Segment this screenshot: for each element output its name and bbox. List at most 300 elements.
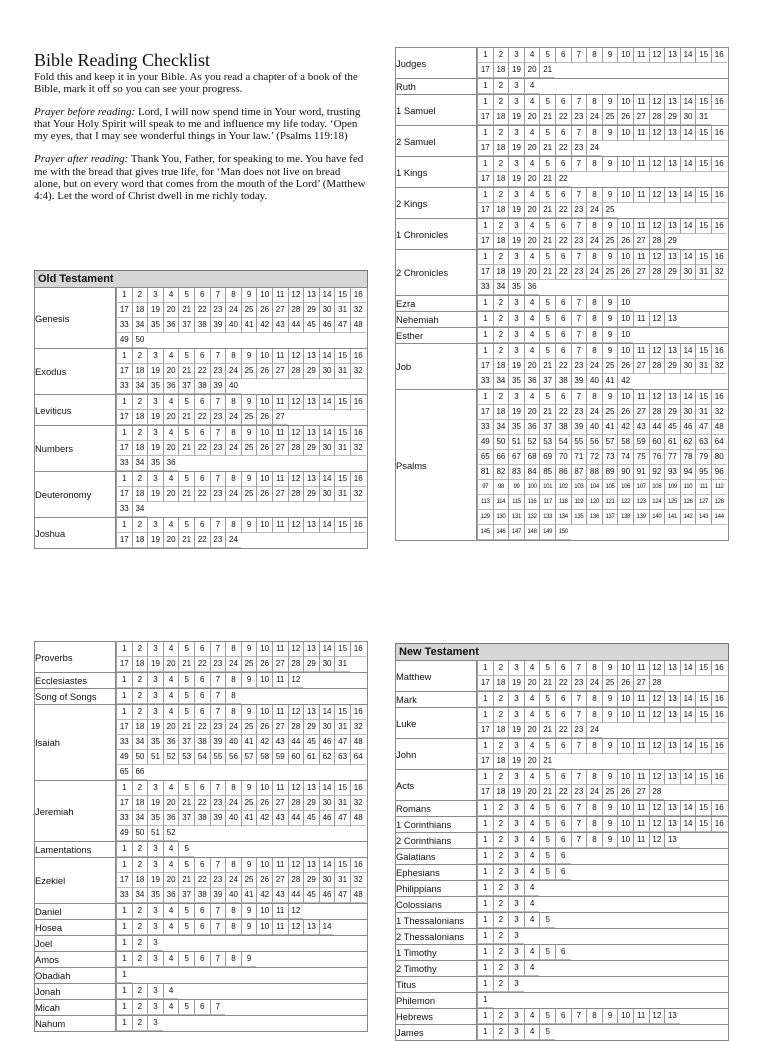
chapter-box[interactable]: 61 [303, 750, 319, 765]
chapter-box[interactable]: 7 [210, 673, 226, 688]
chapter-box[interactable]: 121 [602, 495, 618, 510]
chapter-box[interactable]: 2 [132, 689, 148, 704]
chapter-box[interactable]: 15 [334, 781, 350, 796]
chapter-box[interactable]: 31 [695, 110, 711, 125]
chapter-box[interactable]: 2 [132, 920, 148, 935]
chapter-box[interactable]: 21 [539, 110, 555, 125]
chapter-box[interactable]: 11 [272, 781, 288, 796]
chapter-box[interactable]: 47 [334, 318, 350, 333]
chapter-box[interactable]: 40 [225, 888, 241, 903]
chapter-box[interactable]: 124 [649, 495, 665, 510]
chapter-box[interactable]: 62 [680, 435, 696, 450]
chapter-box[interactable]: 10 [256, 288, 272, 303]
chapter-box[interactable]: 18 [493, 141, 509, 156]
chapter-box[interactable]: 12 [288, 673, 304, 688]
chapter-box[interactable]: 23 [210, 657, 226, 672]
chapter-box[interactable]: 1 [477, 913, 493, 928]
chapter-box[interactable]: 24 [586, 234, 602, 249]
chapter-box[interactable]: 27 [272, 487, 288, 502]
chapter-box[interactable]: 1 [477, 79, 493, 94]
chapter-box[interactable]: 20 [524, 265, 540, 280]
chapter-box[interactable]: 3 [147, 518, 163, 533]
chapter-box[interactable]: 9 [241, 518, 257, 533]
chapter-box[interactable]: 1 [477, 1009, 493, 1024]
chapter-box[interactable]: 1 [477, 344, 493, 359]
chapter-box[interactable]: 37 [178, 318, 194, 333]
chapter-box[interactable]: 3 [508, 312, 524, 327]
chapter-box[interactable]: 23 [571, 141, 587, 156]
chapter-box[interactable]: 14 [319, 642, 335, 657]
chapter-box[interactable]: 20 [524, 723, 540, 738]
chapter-box[interactable]: 18 [493, 63, 509, 78]
chapter-box[interactable]: 44 [288, 811, 304, 826]
chapter-box[interactable]: 42 [256, 735, 272, 750]
chapter-box[interactable]: 32 [350, 303, 366, 318]
chapter-box[interactable]: 30 [319, 657, 335, 672]
chapter-box[interactable]: 20 [163, 364, 179, 379]
chapter-box[interactable]: 10 [256, 426, 272, 441]
chapter-box[interactable]: 15 [334, 642, 350, 657]
chapter-box[interactable]: 93 [664, 465, 680, 480]
chapter-box[interactable]: 29 [664, 359, 680, 374]
chapter-box[interactable]: 84 [524, 465, 540, 480]
chapter-box[interactable]: 5 [178, 426, 194, 441]
chapter-box[interactable]: 5 [539, 1009, 555, 1024]
chapter-box[interactable]: 3 [147, 920, 163, 935]
chapter-box[interactable]: 6 [555, 849, 571, 864]
chapter-box[interactable]: 37 [178, 811, 194, 826]
chapter-box[interactable]: 3 [508, 250, 524, 265]
chapter-box[interactable]: 138 [617, 510, 633, 525]
chapter-box[interactable]: 91 [633, 465, 649, 480]
chapter-box[interactable]: 1 [477, 929, 493, 944]
chapter-box[interactable]: 6 [555, 692, 571, 707]
chapter-box[interactable]: 3 [508, 865, 524, 880]
chapter-box[interactable]: 32 [350, 487, 366, 502]
chapter-box[interactable]: 20 [524, 203, 540, 218]
chapter-box[interactable]: 26 [617, 405, 633, 420]
chapter-box[interactable]: 9 [241, 920, 257, 935]
chapter-box[interactable]: 53 [539, 435, 555, 450]
chapter-box[interactable]: 16 [711, 95, 727, 110]
chapter-box[interactable]: 49 [116, 750, 132, 765]
chapter-box[interactable]: 25 [602, 785, 618, 800]
chapter-box[interactable]: 2 [132, 1016, 148, 1031]
chapter-box[interactable]: 43 [272, 735, 288, 750]
chapter-box[interactable]: 27 [272, 720, 288, 735]
chapter-box[interactable]: 8 [225, 920, 241, 935]
chapter-box[interactable]: 9 [241, 472, 257, 487]
chapter-box[interactable]: 5 [178, 349, 194, 364]
chapter-box[interactable]: 66 [493, 450, 509, 465]
chapter-box[interactable]: 12 [288, 781, 304, 796]
chapter-box[interactable]: 6 [194, 642, 210, 657]
chapter-box[interactable]: 20 [524, 63, 540, 78]
chapter-box[interactable]: 16 [350, 349, 366, 364]
chapter-box[interactable]: 51 [508, 435, 524, 450]
chapter-box[interactable]: 1 [477, 945, 493, 960]
chapter-box[interactable]: 9 [241, 288, 257, 303]
chapter-box[interactable]: 1 [477, 801, 493, 816]
chapter-box[interactable]: 20 [524, 405, 540, 420]
chapter-box[interactable]: 21 [178, 657, 194, 672]
chapter-box[interactable]: 10 [617, 126, 633, 141]
chapter-box[interactable]: 4 [524, 296, 540, 311]
chapter-box[interactable]: 8 [586, 344, 602, 359]
chapter-box[interactable]: 3 [508, 801, 524, 816]
chapter-box[interactable]: 17 [116, 720, 132, 735]
chapter-box[interactable]: 1 [477, 312, 493, 327]
chapter-box[interactable]: 48 [350, 811, 366, 826]
chapter-box[interactable]: 22 [555, 234, 571, 249]
chapter-box[interactable]: 24 [225, 657, 241, 672]
chapter-box[interactable]: 2 [493, 390, 509, 405]
chapter-box[interactable]: 115 [508, 495, 524, 510]
chapter-box[interactable]: 19 [508, 265, 524, 280]
chapter-box[interactable]: 19 [508, 405, 524, 420]
chapter-box[interactable]: 6 [555, 296, 571, 311]
chapter-box[interactable]: 18 [132, 657, 148, 672]
chapter-box[interactable]: 122 [617, 495, 633, 510]
chapter-box[interactable]: 68 [524, 450, 540, 465]
chapter-box[interactable]: 39 [571, 374, 587, 389]
chapter-box[interactable]: 125 [664, 495, 680, 510]
chapter-box[interactable]: 42 [256, 811, 272, 826]
chapter-box[interactable]: 7 [210, 689, 226, 704]
chapter-box[interactable]: 2 [493, 296, 509, 311]
chapter-box[interactable]: 14 [680, 770, 696, 785]
chapter-box[interactable]: 38 [194, 735, 210, 750]
chapter-box[interactable]: 6 [555, 817, 571, 832]
chapter-box[interactable]: 4 [524, 692, 540, 707]
chapter-box[interactable]: 5 [178, 705, 194, 720]
chapter-box[interactable]: 25 [602, 110, 618, 125]
chapter-box[interactable]: 5 [539, 219, 555, 234]
chapter-box[interactable]: 16 [711, 157, 727, 172]
chapter-box[interactable]: 8 [225, 689, 241, 704]
chapter-box[interactable]: 23 [210, 487, 226, 502]
chapter-box[interactable]: 28 [288, 364, 304, 379]
chapter-box[interactable]: 12 [288, 642, 304, 657]
chapter-box[interactable]: 10 [617, 692, 633, 707]
chapter-box[interactable]: 55 [571, 435, 587, 450]
chapter-box[interactable]: 2 [493, 801, 509, 816]
chapter-box[interactable]: 3 [508, 708, 524, 723]
chapter-box[interactable]: 29 [303, 720, 319, 735]
chapter-box[interactable]: 63 [695, 435, 711, 450]
chapter-box[interactable]: 2 [493, 250, 509, 265]
chapter-box[interactable]: 144 [711, 510, 727, 525]
chapter-box[interactable]: 16 [711, 739, 727, 754]
chapter-box[interactable]: 110 [680, 480, 696, 495]
chapter-box[interactable]: 9 [602, 250, 618, 265]
chapter-box[interactable]: 1 [116, 1016, 132, 1031]
chapter-box[interactable]: 19 [147, 303, 163, 318]
chapter-box[interactable]: 10 [617, 390, 633, 405]
chapter-box[interactable]: 24 [586, 723, 602, 738]
chapter-box[interactable]: 27 [633, 110, 649, 125]
chapter-box[interactable]: 7 [571, 126, 587, 141]
chapter-box[interactable]: 6 [555, 708, 571, 723]
chapter-box[interactable]: 2 [493, 817, 509, 832]
chapter-box[interactable]: 21 [539, 265, 555, 280]
chapter-box[interactable]: 15 [695, 126, 711, 141]
chapter-box[interactable]: 34 [493, 374, 509, 389]
chapter-box[interactable]: 17 [477, 141, 493, 156]
chapter-box[interactable]: 9 [602, 344, 618, 359]
chapter-box[interactable]: 114 [493, 495, 509, 510]
chapter-box[interactable]: 2 [132, 349, 148, 364]
chapter-box[interactable]: 16 [711, 708, 727, 723]
chapter-box[interactable]: 16 [350, 705, 366, 720]
chapter-box[interactable]: 21 [178, 364, 194, 379]
chapter-box[interactable]: 13 [303, 705, 319, 720]
chapter-box[interactable]: 9 [241, 858, 257, 873]
chapter-box[interactable]: 1 [116, 426, 132, 441]
chapter-box[interactable]: 4 [163, 673, 179, 688]
chapter-box[interactable]: 11 [272, 673, 288, 688]
chapter-box[interactable]: 31 [334, 303, 350, 318]
chapter-box[interactable]: 21 [539, 785, 555, 800]
chapter-box[interactable]: 12 [288, 705, 304, 720]
chapter-box[interactable]: 20 [524, 172, 540, 187]
chapter-box[interactable]: 22 [194, 720, 210, 735]
chapter-box[interactable]: 50 [132, 333, 148, 348]
chapter-box[interactable]: 19 [508, 172, 524, 187]
chapter-box[interactable]: 10 [617, 708, 633, 723]
chapter-box[interactable]: 4 [163, 952, 179, 967]
chapter-box[interactable]: 17 [477, 172, 493, 187]
chapter-box[interactable]: 12 [649, 833, 665, 848]
chapter-box[interactable]: 107 [633, 480, 649, 495]
chapter-box[interactable]: 16 [350, 426, 366, 441]
chapter-box[interactable]: 90 [617, 465, 633, 480]
chapter-box[interactable]: 5 [539, 188, 555, 203]
chapter-box[interactable]: 23 [210, 441, 226, 456]
chapter-box[interactable]: 47 [334, 735, 350, 750]
chapter-box[interactable]: 5 [539, 344, 555, 359]
chapter-box[interactable]: 30 [319, 303, 335, 318]
chapter-box[interactable]: 14 [680, 817, 696, 832]
chapter-box[interactable]: 27 [633, 785, 649, 800]
chapter-box[interactable]: 1 [477, 865, 493, 880]
chapter-box[interactable]: 17 [116, 410, 132, 425]
chapter-box[interactable]: 1 [477, 661, 493, 676]
chapter-box[interactable]: 52 [163, 826, 179, 841]
chapter-box[interactable]: 28 [649, 785, 665, 800]
chapter-box[interactable]: 7 [571, 708, 587, 723]
chapter-box[interactable]: 13 [303, 426, 319, 441]
chapter-box[interactable]: 24 [586, 785, 602, 800]
chapter-box[interactable]: 18 [493, 754, 509, 769]
chapter-box[interactable]: 3 [508, 692, 524, 707]
chapter-box[interactable]: 42 [617, 420, 633, 435]
chapter-box[interactable]: 9 [602, 817, 618, 832]
chapter-box[interactable]: 37 [539, 374, 555, 389]
chapter-box[interactable]: 3 [508, 961, 524, 976]
chapter-box[interactable]: 6 [555, 344, 571, 359]
chapter-box[interactable]: 41 [241, 735, 257, 750]
chapter-box[interactable]: 10 [617, 250, 633, 265]
chapter-box[interactable]: 3 [147, 858, 163, 873]
chapter-box[interactable]: 89 [602, 465, 618, 480]
chapter-box[interactable]: 8 [586, 219, 602, 234]
chapter-box[interactable]: 19 [508, 234, 524, 249]
chapter-box[interactable]: 33 [116, 502, 132, 517]
chapter-box[interactable]: 24 [225, 796, 241, 811]
chapter-box[interactable]: 7 [210, 642, 226, 657]
chapter-box[interactable]: 23 [571, 785, 587, 800]
chapter-box[interactable]: 6 [194, 673, 210, 688]
chapter-box[interactable]: 19 [508, 359, 524, 374]
chapter-box[interactable]: 9 [602, 770, 618, 785]
chapter-box[interactable]: 22 [194, 796, 210, 811]
chapter-box[interactable]: 15 [695, 739, 711, 754]
chapter-box[interactable]: 7 [210, 705, 226, 720]
chapter-box[interactable]: 9 [241, 395, 257, 410]
chapter-box[interactable]: 73 [602, 450, 618, 465]
chapter-box[interactable]: 18 [493, 405, 509, 420]
chapter-box[interactable]: 2 [493, 929, 509, 944]
chapter-box[interactable]: 36 [524, 420, 540, 435]
chapter-box[interactable]: 2 [493, 770, 509, 785]
chapter-box[interactable]: 5 [539, 770, 555, 785]
chapter-box[interactable]: 16 [711, 801, 727, 816]
chapter-box[interactable]: 4 [163, 288, 179, 303]
chapter-box[interactable]: 3 [147, 1016, 163, 1031]
chapter-box[interactable]: 3 [508, 1025, 524, 1040]
chapter-box[interactable]: 6 [555, 188, 571, 203]
chapter-box[interactable]: 11 [272, 858, 288, 873]
chapter-box[interactable]: 34 [132, 502, 148, 517]
chapter-box[interactable]: 2 [132, 936, 148, 951]
chapter-box[interactable]: 18 [132, 873, 148, 888]
chapter-box[interactable]: 13 [303, 920, 319, 935]
chapter-box[interactable]: 46 [319, 318, 335, 333]
chapter-box[interactable]: 9 [602, 661, 618, 676]
chapter-box[interactable]: 41 [602, 420, 618, 435]
chapter-box[interactable]: 12 [649, 661, 665, 676]
chapter-box[interactable]: 4 [524, 801, 540, 816]
chapter-box[interactable]: 33 [116, 456, 132, 471]
chapter-box[interactable]: 15 [695, 770, 711, 785]
chapter-box[interactable]: 58 [617, 435, 633, 450]
chapter-box[interactable]: 15 [334, 518, 350, 533]
chapter-box[interactable]: 17 [116, 303, 132, 318]
chapter-box[interactable]: 16 [350, 395, 366, 410]
chapter-box[interactable]: 1 [477, 817, 493, 832]
chapter-box[interactable]: 6 [194, 952, 210, 967]
chapter-box[interactable]: 8 [586, 801, 602, 816]
chapter-box[interactable]: 62 [319, 750, 335, 765]
chapter-box[interactable]: 23 [571, 676, 587, 691]
chapter-box[interactable]: 13 [664, 801, 680, 816]
chapter-box[interactable]: 17 [477, 110, 493, 125]
chapter-box[interactable]: 25 [602, 234, 618, 249]
chapter-box[interactable]: 29 [664, 405, 680, 420]
chapter-box[interactable]: 6 [555, 1009, 571, 1024]
chapter-box[interactable]: 30 [319, 364, 335, 379]
chapter-box[interactable]: 30 [319, 873, 335, 888]
chapter-box[interactable]: 6 [555, 801, 571, 816]
chapter-box[interactable]: 4 [163, 472, 179, 487]
chapter-box[interactable]: 22 [194, 364, 210, 379]
chapter-box[interactable]: 1 [477, 692, 493, 707]
chapter-box[interactable]: 16 [350, 518, 366, 533]
chapter-box[interactable]: 31 [695, 265, 711, 280]
chapter-box[interactable]: 2 [493, 945, 509, 960]
chapter-box[interactable]: 3 [508, 661, 524, 676]
chapter-box[interactable]: 14 [680, 188, 696, 203]
chapter-box[interactable]: 8 [586, 708, 602, 723]
chapter-box[interactable]: 10 [617, 344, 633, 359]
chapter-box[interactable]: 11 [633, 48, 649, 63]
chapter-box[interactable]: 18 [493, 110, 509, 125]
chapter-box[interactable]: 97 [477, 480, 493, 495]
chapter-box[interactable]: 13 [303, 642, 319, 657]
chapter-box[interactable]: 21 [178, 533, 194, 548]
chapter-box[interactable]: 11 [272, 395, 288, 410]
chapter-box[interactable]: 2 [493, 312, 509, 327]
chapter-box[interactable]: 6 [555, 219, 571, 234]
chapter-box[interactable]: 18 [132, 533, 148, 548]
chapter-box[interactable]: 11 [633, 126, 649, 141]
chapter-box[interactable]: 1 [477, 188, 493, 203]
chapter-box[interactable]: 95 [695, 465, 711, 480]
chapter-box[interactable]: 7 [571, 739, 587, 754]
chapter-box[interactable]: 23 [571, 265, 587, 280]
chapter-box[interactable]: 9 [241, 642, 257, 657]
chapter-box[interactable]: 20 [163, 873, 179, 888]
chapter-box[interactable]: 25 [241, 487, 257, 502]
chapter-box[interactable]: 17 [116, 487, 132, 502]
chapter-box[interactable]: 16 [711, 661, 727, 676]
chapter-box[interactable]: 1 [477, 328, 493, 343]
chapter-box[interactable]: 15 [695, 692, 711, 707]
chapter-box[interactable]: 4 [524, 913, 540, 928]
chapter-box[interactable]: 38 [555, 420, 571, 435]
chapter-box[interactable]: 120 [586, 495, 602, 510]
chapter-box[interactable]: 19 [508, 141, 524, 156]
chapter-box[interactable]: 26 [617, 110, 633, 125]
chapter-box[interactable]: 12 [649, 390, 665, 405]
chapter-box[interactable]: 17 [477, 359, 493, 374]
chapter-box[interactable]: 17 [477, 723, 493, 738]
chapter-box[interactable]: 21 [178, 487, 194, 502]
chapter-box[interactable]: 128 [711, 495, 727, 510]
chapter-box[interactable]: 14 [680, 661, 696, 676]
chapter-box[interactable]: 82 [493, 465, 509, 480]
chapter-box[interactable]: 3 [508, 157, 524, 172]
chapter-box[interactable]: 3 [147, 705, 163, 720]
chapter-box[interactable]: 4 [524, 770, 540, 785]
chapter-box[interactable]: 21 [539, 754, 555, 769]
chapter-box[interactable]: 59 [272, 750, 288, 765]
chapter-box[interactable]: 3 [508, 929, 524, 944]
chapter-box[interactable]: 14 [680, 692, 696, 707]
chapter-box[interactable]: 10 [256, 472, 272, 487]
chapter-box[interactable]: 5 [539, 739, 555, 754]
chapter-box[interactable]: 1 [116, 518, 132, 533]
chapter-box[interactable]: 55 [210, 750, 226, 765]
chapter-box[interactable]: 14 [680, 219, 696, 234]
chapter-box[interactable]: 4 [163, 781, 179, 796]
chapter-box[interactable]: 14 [680, 48, 696, 63]
chapter-box[interactable]: 24 [586, 141, 602, 156]
chapter-box[interactable]: 106 [617, 480, 633, 495]
chapter-box[interactable]: 146 [493, 525, 509, 540]
chapter-box[interactable]: 27 [272, 410, 288, 425]
